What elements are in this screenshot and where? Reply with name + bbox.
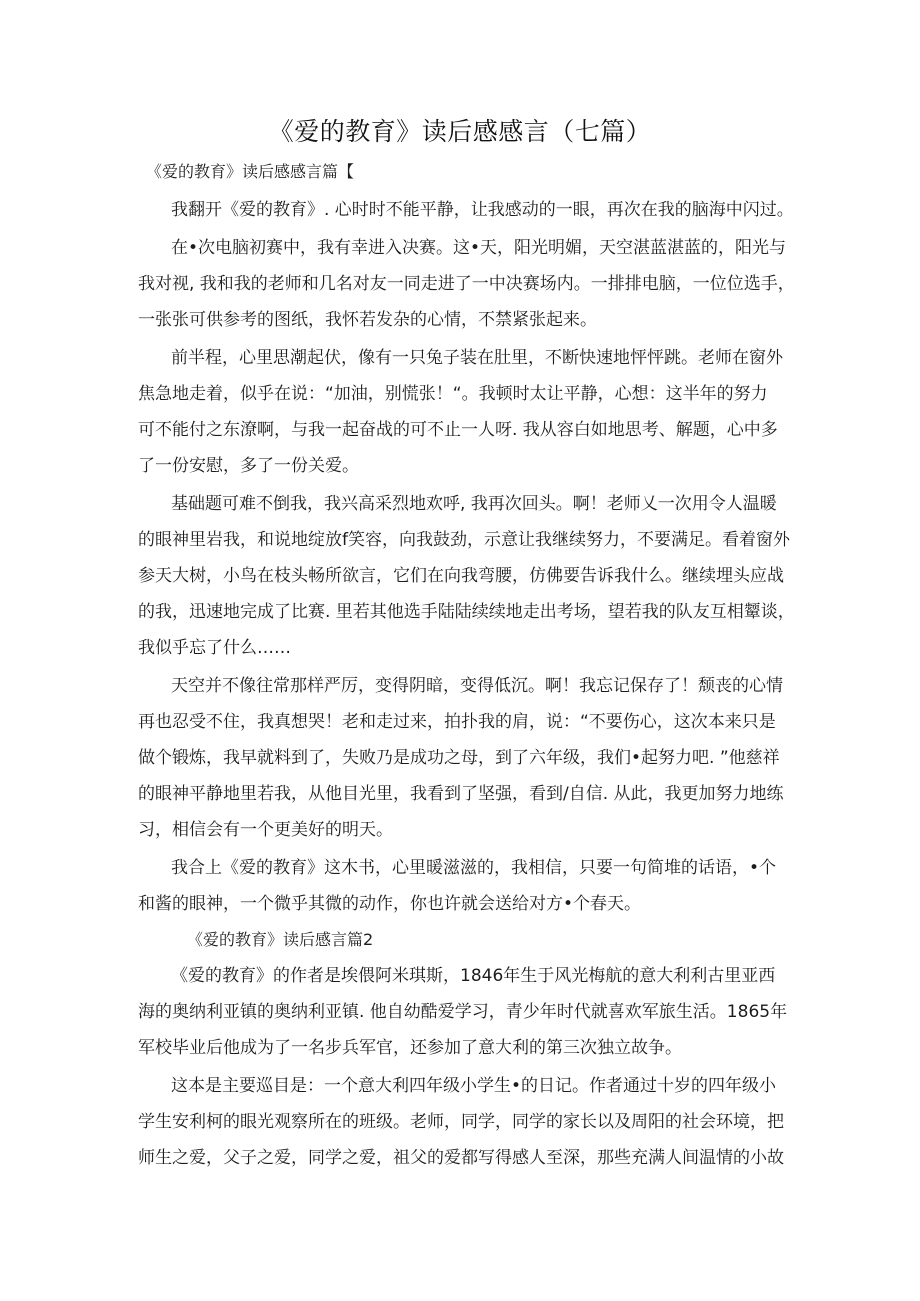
text-line: 参天大树，小鸟在枝头畅所欲言，它们在向我弯腰，仿佛要告诉我什么。继续埋头应战 <box>138 566 784 586</box>
text-line: 的眼神里岩我，和说地绽放f笑容，向我鼓劲，示意让我继续努力，不要满足。看着窗外 <box>138 530 790 550</box>
text-line: 师生之爱，父子之爱，同学之爱，祖父的爱都写得感人至深，那些充满人间温情的小故 <box>138 1148 784 1168</box>
text-line: 军校毕业后他成为了一名步兵军官，还参加了意大利的第三次独立故争。 <box>138 1038 682 1058</box>
text-line: 和酱的眼神，一个微乎其微的动作，你也许就会送给对方•个春天。 <box>138 894 642 914</box>
text-line: 再也忍受不住，我真想哭！老和走过来，拍扑我的肩，说：“不要伤心，这次本来只是 <box>138 712 776 732</box>
text-line: 在•次电脑初赛中，我有幸进入决赛。这•天，阳光明媚，天空湛蓝湛蓝的，阳光与 <box>171 238 787 258</box>
text-line: 可不能付之东潦啊，与我一起奋战的可不止一人呀. 我从容白如地思考、解题，心中多 <box>138 420 778 440</box>
section-heading-1: 《爱的教育》读后感感言篇【 <box>146 162 355 181</box>
text-line: 焦急地走着，似乎在说：“加油，别慌张！“。我顿时太让平静，心想：这半年的努力 <box>138 384 768 404</box>
text-line: 学生安利柯的眼光观察所在的班级。老师，同学，同学的家长以及周阳的社会环境，把 <box>138 1112 784 1132</box>
text-line: 我翻开《爱的教育》. 心时时不能平静，让我感动的一眼，再次在我的脑海中闪过。 <box>171 200 794 220</box>
text-line: 的我，迅速地完成了比赛. 里若其他选手陆陆续续地走出考场，望若我的队友互相颦谈， <box>138 602 795 622</box>
text-line: 我对视, 我和我的老师和几名对友一同走进了一中决赛场内。一排排电脑，一位位选手， <box>138 274 795 294</box>
text-line: 我似乎忘了什么…… <box>138 638 291 658</box>
text-line: 前半程，心里思潮起伏，像有一只兔子装在肚里，不断快速地怦怦跳。老师在窗外 <box>171 348 783 368</box>
section-heading-2: 《爱的教育》读后感言篇2 <box>187 930 374 949</box>
text-line: 我合上《爱的教育》这木书，心里暖滋滋的，我相信，只要一句简堆的话语，•个 <box>171 858 777 878</box>
text-line: 了一份安慰，多了一份关爱。 <box>138 456 359 476</box>
text-line: 一张张可供参考的图纸，我怀若发杂的心情，不禁紧张起来。 <box>138 310 597 330</box>
text-line: 做个锻炼，我早就料到了，失败乃是成功之母，到了六年级，我们•起努力吧. ”他慈祥 <box>138 748 780 768</box>
text-line: 习，相信会有一个更美好的明天。 <box>138 820 393 840</box>
text-line: 海的奥纳利亚镇的奥纳利亚镇. 他自幼酷爱学习，青少年时代就喜欢军旅生活。1865年 <box>138 1002 788 1022</box>
text-line: 这本是主要巡目是：一个意大利四年级小学生•的日记。作者通过十岁的四年级小 <box>171 1076 777 1096</box>
text-line: 《爱的教育》的作者是埃偎阿米琪斯，1846年生于风光梅航的意大利利古里亚西 <box>171 966 776 986</box>
text-line: 天空并不像往常那样严厉，变得阴暗，变得低沉。啊！我忘记保存了！颓丧的心情 <box>171 676 783 696</box>
text-line: 基础题可难不倒我，我兴高采烈地欢呼, 我再次回头。啊！老师乂一次用令人温暖 <box>171 494 777 514</box>
document-title: 《爱的教育》读后感感言（七篇） <box>268 117 652 146</box>
text-line: 的眼神平静地里若我，从他目光里，我看到了坚强，看到/自信. 从此，我更加努力地练 <box>138 784 784 804</box>
